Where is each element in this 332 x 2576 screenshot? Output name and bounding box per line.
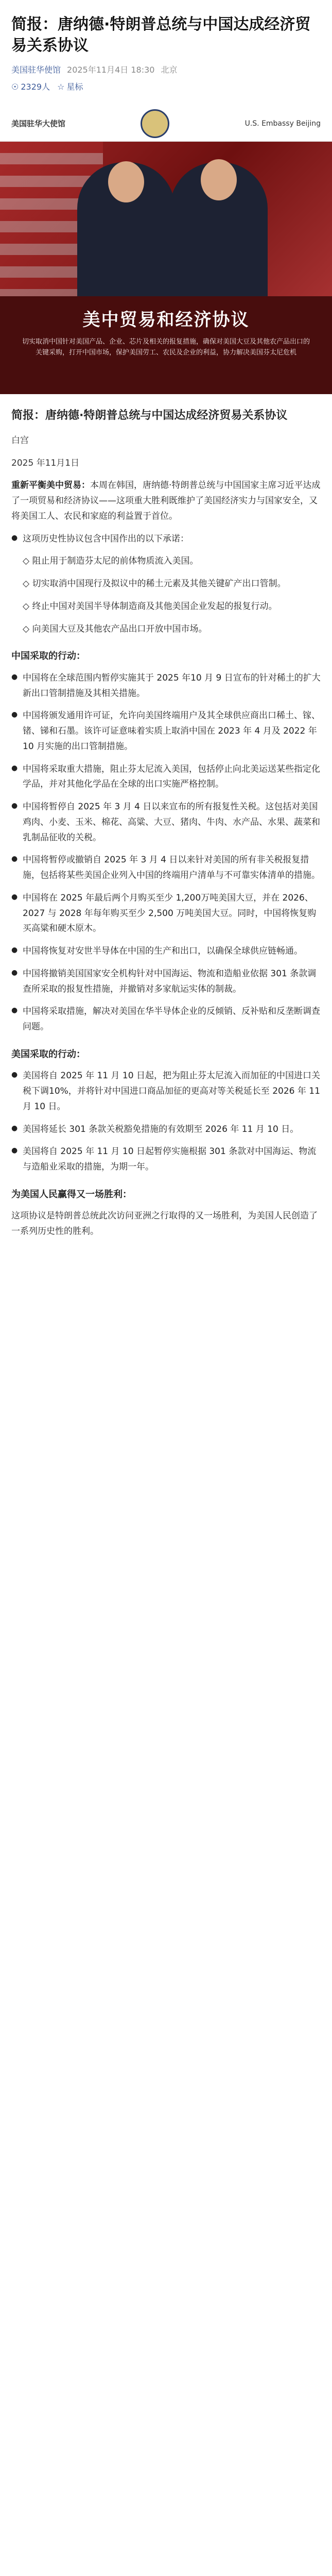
lead-text: 本周在韩国，唐纳德·特朗普总统与中国国家主席习近平达成了一项贸易和经济协议——这项重大胜利既维护了美国经济实力与国家安全，又将美国工人、农民和家庭的利益置于首位。 <box>11 480 321 521</box>
lead-paragraph <box>11 478 321 524</box>
publish-location: 北京 <box>161 65 178 75</box>
sub-item: ◇ 切实取消中国现行及拟议中的稀土元素及其他关键矿产出口管制。 <box>23 579 286 589</box>
article-page <box>0 0 332 1267</box>
article-header <box>0 0 332 97</box>
china-actions-list <box>11 671 321 1035</box>
section-heading-win: 为美国人民赢得又一场胜利： <box>11 1189 132 1200</box>
us-actions-list <box>11 1069 321 1175</box>
banner-image <box>0 106 332 394</box>
banner-title: 美中贸易和经济协议 <box>82 310 250 330</box>
listen-icon: ☉ <box>11 82 19 92</box>
banner-top-bar <box>0 106 332 142</box>
list-item: ● 美国将延长 301 条款关税豁免措施的有效期至 2026 年 11 月 10 日。 <box>11 1122 321 1138</box>
article-subtitle: 简报：唐纳德·特朗普总统与中国达成经济贸易关系协议 <box>11 409 288 422</box>
sub-item: ◇ 终止中国对美国半导体制造商及其他美国企业发起的报复行动。 <box>23 601 277 612</box>
list-item: ● 中国将颁发通用许可证，允许向美国终端用户及其全球供应商出口稀土、镓、锗、锑和石墨。该许可证意味着实质上取消中国在 2023 年 4 月及 2022 年 10 月实施的出口管制措施。 <box>11 708 321 754</box>
sub-item: ◇ 向美国大豆及其他农产品出口开放中国市场。 <box>23 623 207 634</box>
publish-date: 2025年11月4日 18:30 <box>67 65 155 75</box>
list-item: ● 美国将自 2025 年 11 月 10 日起暂停实施根据 301 条款对中国海运、物流与造船业采取的措施，为期一年。 <box>11 1144 321 1175</box>
article-meta <box>11 63 321 75</box>
lead-bold: 重新平衡美中贸易： <box>11 480 90 491</box>
list-item: ● 中国将暂停自 2025 年 3 月 4 日以来宣布的所有报复性关税。这包括对美国鸡肉、小麦、玉米、棉花、高粱、大豆、猪肉、牛肉、水产品、水果、蔬菜和乳制品征收的关税。 <box>11 800 321 845</box>
views-count: ☉ 2329人 <box>11 82 50 92</box>
embassy-seal-icon <box>141 109 169 138</box>
closing-paragraph: 这项协议是特朗普总统此次访问亚洲之行取得的又一场胜利，为美国人民创造了一系列历史性的胜利。 <box>11 1211 318 1237</box>
byline: 白宫 <box>11 435 29 446</box>
sub-item: ◇ 阻止用于制造芬太尼的前体物质流入美国。 <box>23 556 199 567</box>
intro-list <box>11 532 321 547</box>
list-item: ● 中国将在 2025 年最后两个月购买至少 1,200万吨美国大豆，并在 2026、2027 与 2028 年每年购买至少 2,500 万吨美国大豆。同时，中国将恢复购买高粱和硬木原木。 <box>11 891 321 937</box>
list-item: ● 中国将在全球范围内暂停实施其于 2025 年10 月 9 日宣布的针对稀土的扩大新出口管制措施及其相关措施。 <box>11 671 321 702</box>
section-heading-us: 美国采取的行动： <box>11 1048 85 1060</box>
section-heading-china: 中国采取的行动： <box>11 651 85 662</box>
list-item: ● 中国将采取重大措施，阻止芬太尼流入美国，包括停止向北美运送某些指定化学品，并对其他化学品在全球的出口实施严格控制。 <box>11 762 321 793</box>
list-item: ● 美国将自 2025 年 11 月 10 日起，把为阻止芬太尼流入而加征的中国进口关税下调10%，并将针对中国进口商品加征的更高对等关税延长至 2026 年 11 月 10 日。 <box>11 1069 321 1114</box>
person-head <box>108 161 144 202</box>
list-item: ● 这项历史性协议包含中国作出的以下承诺： <box>11 532 321 547</box>
article-title: 简报：唐纳德·特朗普总统与中国达成经济贸易关系协议 <box>11 15 311 55</box>
banner-caption-box <box>0 296 332 394</box>
list-item: ● 中国将暂停或撤销自 2025 年 3 月 4 日以来针对美国的所有非关税报复措施，包括将某些美国企业列入中国的终端用户清单与不可靠实体清单的措施。 <box>11 853 321 884</box>
banner-left-text: 美国驻华大使馆 <box>11 119 66 128</box>
star-icon: ☆ <box>57 82 65 92</box>
star-button[interactable]: ☆ 星标 <box>57 82 83 92</box>
list-item: ● 中国将撤销美国国家安全机构针对中国海运、物流和造船业依据 301 条款调查所采取的报复性措施，并撤销对多家航运实体的制裁。 <box>11 967 321 997</box>
article-stats <box>11 80 321 92</box>
article-body <box>0 394 332 1240</box>
dateline: 2025 年11月1日 <box>11 457 80 468</box>
author-link[interactable]: 美国驻华使馆 <box>11 65 61 75</box>
banner-right-text: U.S. Embassy Beijing <box>244 119 321 128</box>
person-head <box>201 159 237 200</box>
banner-caption: 切实取消中国针对美国产品、企业、芯片及相关的报复措施，确保对美国大豆及其他农产品出口的关键采购，打开中国市场，保护美国劳工、农民及企业的利益，协力解决美国芬太尼危机 <box>22 338 310 357</box>
list-item: ● 中国将恢复对安世半导体在中国的生产和出口，以确保全球供应链畅通。 <box>11 944 321 959</box>
list-item: ● 中国将采取措施，解决对美国在华半导体企业的反倾销、反补贴和反垄断调查问题。 <box>11 1004 321 1035</box>
